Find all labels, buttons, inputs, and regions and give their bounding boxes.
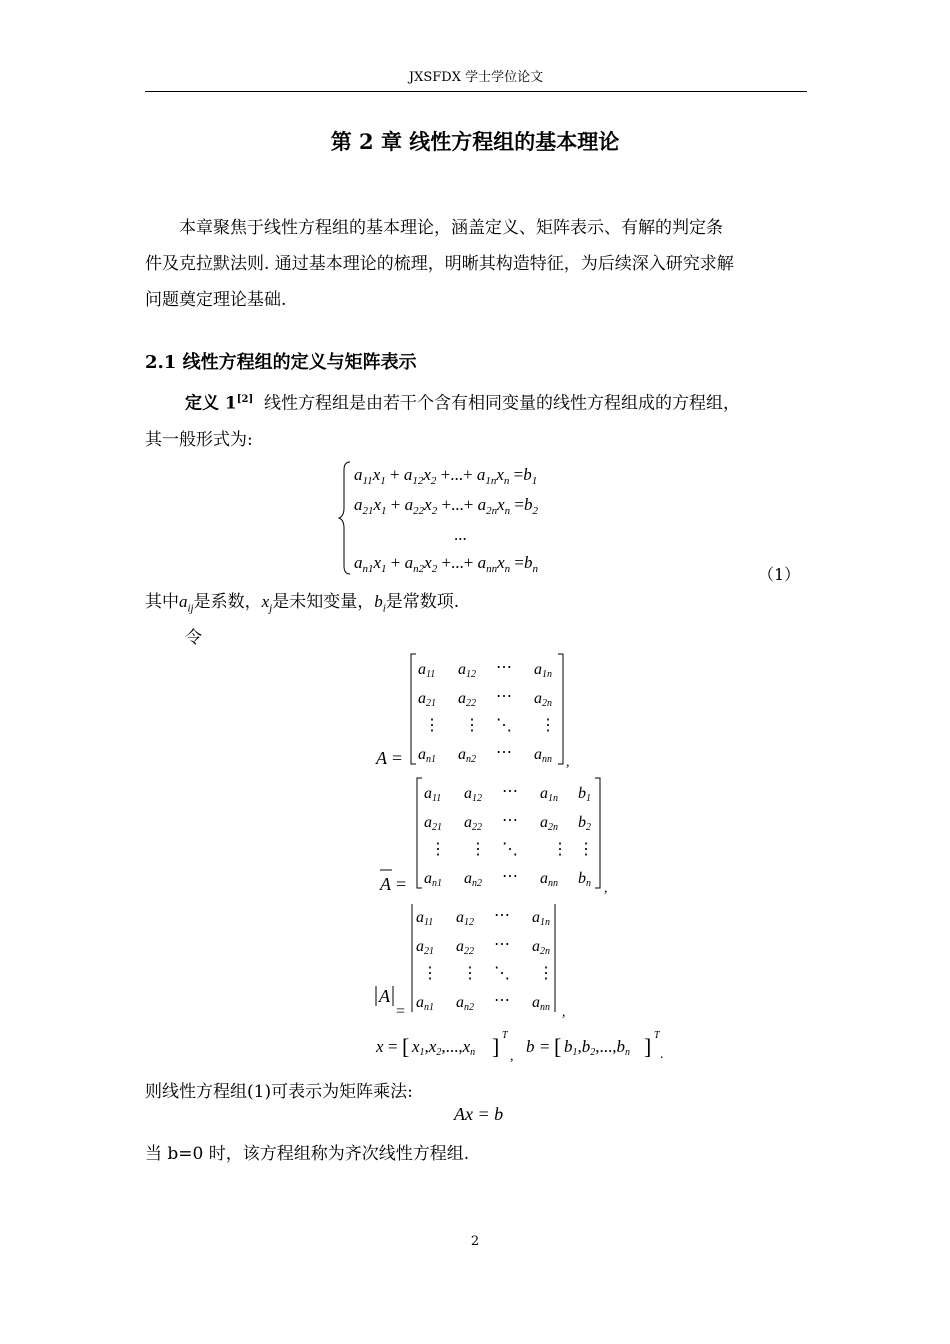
svg-text:A: A	[376, 748, 387, 768]
svg-text:⋮: ⋮	[424, 717, 440, 734]
svg-text:a21: a21	[416, 938, 434, 957]
svg-text:⋯: ⋯	[496, 744, 512, 761]
svg-text:a12: a12	[458, 661, 476, 680]
svg-text:a22: a22	[464, 814, 482, 833]
matrix-equation: Ax = b	[454, 1104, 504, 1124]
variable-symbol: $x_j$	[261, 592, 273, 615]
svg-text:a2n: a2n	[540, 814, 558, 833]
svg-text:⋱: ⋱	[502, 841, 518, 858]
svg-text:=: =	[396, 1003, 406, 1020]
svg-text:⋯: ⋯	[502, 868, 518, 885]
svg-text:[: [	[554, 1034, 562, 1059]
coef-text-1: 其中	[145, 592, 179, 612]
determinant-a	[372, 898, 612, 1022]
svg-text:T: T	[502, 1030, 508, 1041]
svg-text:⋱: ⋱	[496, 717, 512, 734]
intro-line-3: 问题奠定理论基础.	[145, 290, 287, 310]
svg-text:⋮: ⋮	[430, 841, 446, 858]
svg-text:a22: a22	[458, 690, 476, 709]
svg-text:]: ]	[492, 1034, 500, 1059]
definition-paragraph	[145, 382, 810, 458]
svg-text:⋮: ⋮	[540, 717, 556, 734]
svg-text:[: [	[402, 1034, 410, 1059]
svg-text:=: =	[392, 748, 403, 768]
svg-text:x1,x2,...,xn: x1,x2,...,xn	[412, 1037, 476, 1058]
constant-symbol: $b_i$	[374, 592, 386, 615]
svg-text:⋮: ⋮	[422, 965, 438, 982]
matrix-form-text: 则线性方程组(1)可表示为矩阵乘法:	[145, 1082, 413, 1102]
svg-text:⋮: ⋮	[538, 965, 554, 982]
svg-text:⋮: ⋮	[470, 841, 486, 858]
definition-text: 线性方程组是由若干个含有相同变量的线性方程组成的方程组，	[263, 393, 740, 414]
coef-text-3: 是未知变量，	[272, 592, 375, 612]
svg-text:b: b	[526, 1037, 535, 1056]
svg-text:a21x1 + a22x2 +...+ a2nxn =b2: $a_{21}x_1 + a_{22}x_2$ +...+ $a_{2n}x_n =b_2$	[354, 495, 539, 517]
equation-system	[338, 458, 588, 578]
svg-text:,: ,	[510, 1049, 514, 1064]
svg-text:a1n: a1n	[540, 785, 558, 804]
svg-text:⋮: ⋮	[464, 717, 480, 734]
svg-text:a22: a22	[456, 938, 474, 957]
svg-text:a21: a21	[418, 690, 436, 709]
svg-text:T: T	[654, 1030, 660, 1041]
svg-text:⋮: ⋮	[462, 965, 478, 982]
chapter-title: 第 2 章 线性方程组的基本理论	[330, 129, 620, 154]
augmented-matrix	[372, 774, 632, 898]
page-header: JXSFDX 学士学位论文	[145, 66, 807, 92]
svg-text:a11: a11	[418, 661, 436, 680]
svg-text:⋯: ⋯	[502, 783, 518, 800]
coef-text-4: 是常数项.	[385, 592, 460, 612]
svg-text:⋯: ⋯	[502, 812, 518, 829]
intro-line-2: 件及克拉默法则. 通过基本理论的梳理，明晰其构造特征，为后续深入研究求解	[145, 254, 734, 274]
svg-text:⋯: ⋯	[496, 688, 512, 705]
svg-text:an2: an2	[464, 870, 482, 889]
section-title: 2.1 线性方程组的定义与矩阵表示	[145, 352, 417, 373]
svg-text:bn: bn	[578, 870, 591, 889]
vectors-x-b	[372, 1026, 682, 1070]
svg-text:a1n: a1n	[532, 909, 550, 928]
coef-text-2: 是系数，	[193, 592, 262, 612]
svg-text:an2: an2	[456, 994, 474, 1013]
svg-text:...: ...	[454, 525, 467, 544]
svg-text:a11x1 + a12x2 +...+ a1nxn =b1: $a_{11}x_1 + a_{12}x_2$ +...+ $a_{1n}x_n =b_1$	[354, 465, 538, 487]
svg-text:a11: a11	[424, 785, 442, 804]
svg-text:an1x1 + an2x2 +...+ annxn =bn: $a_{n1}x_1 + a_{n2}x_2$ +...+ $a_{nn}x_n =b_n$	[354, 553, 539, 575]
svg-text:a1n: a1n	[534, 661, 552, 680]
svg-text:a2n: a2n	[532, 938, 550, 957]
svg-text:a12: a12	[456, 909, 474, 928]
svg-text:an2: an2	[458, 746, 476, 765]
intro-line-1: 本章聚焦于线性方程组的基本理论，涵盖定义、矩阵表示、有解的判定条	[179, 218, 723, 238]
equation-number: （1）	[758, 565, 801, 584]
intro-paragraph	[145, 210, 810, 318]
svg-text:b1: b1	[578, 785, 591, 804]
svg-text:⋯: ⋯	[494, 936, 510, 953]
svg-text:=: =	[540, 1037, 550, 1056]
svg-text:ann: ann	[534, 746, 552, 765]
svg-text:⋯: ⋯	[496, 659, 512, 676]
citation: [2]	[236, 394, 254, 405]
page-number: 2	[470, 1234, 480, 1249]
definition-text-2: 其一般形式为:	[145, 429, 253, 450]
svg-text:a12: a12	[464, 785, 482, 804]
svg-text:a21: a21	[424, 814, 442, 833]
svg-text:an1: an1	[418, 746, 436, 765]
svg-text:,: ,	[604, 881, 608, 896]
svg-text:a11: a11	[416, 909, 434, 928]
svg-text:]: ]	[644, 1034, 652, 1059]
coef-symbol: $a_{ij}$	[179, 592, 194, 615]
svg-text:⋯: ⋯	[494, 992, 510, 1009]
svg-text:=: =	[388, 1037, 398, 1056]
definition-label: 定义 1	[185, 393, 237, 414]
svg-text:⋯: ⋯	[494, 907, 510, 924]
svg-text:ann: ann	[540, 870, 558, 889]
svg-text:=: =	[396, 874, 407, 894]
svg-text:,: ,	[562, 1005, 566, 1020]
svg-text:A: A	[380, 874, 391, 894]
svg-text:b2: b2	[578, 814, 591, 833]
svg-text:⋮: ⋮	[578, 841, 594, 858]
svg-text:an1: an1	[424, 870, 442, 889]
svg-text:b1,b2,...,bn: b1,b2,...,bn	[564, 1037, 630, 1058]
svg-text:an1: an1	[416, 994, 434, 1013]
let-text: 令	[185, 628, 202, 648]
svg-text:A: A	[379, 986, 390, 1006]
matrix-a	[372, 648, 612, 772]
svg-text:,: ,	[566, 755, 570, 770]
svg-text:⋱: ⋱	[494, 965, 510, 982]
svg-text:ann: ann	[532, 994, 550, 1013]
svg-text:⋮: ⋮	[552, 841, 568, 858]
svg-text:x: x	[376, 1037, 384, 1056]
svg-text:.: .	[660, 1047, 664, 1062]
homogeneous-text: 当 b=0 时，该方程组称为齐次线性方程组.	[145, 1144, 470, 1164]
svg-text:a2n: a2n	[534, 690, 552, 709]
